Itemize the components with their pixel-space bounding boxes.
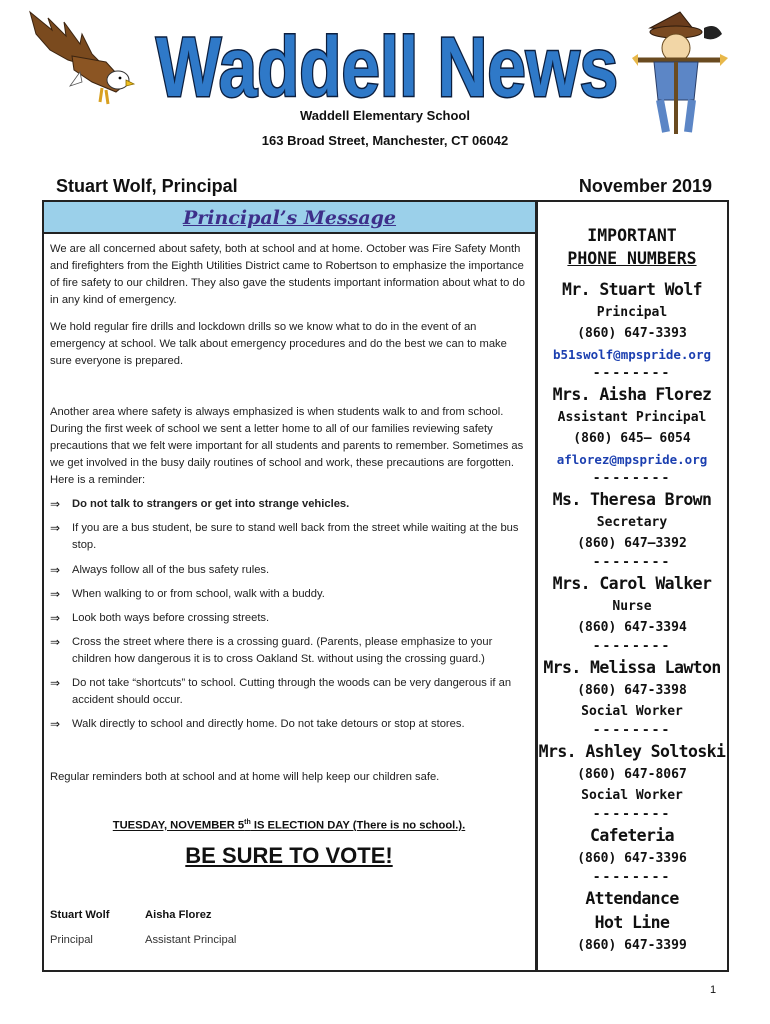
contact-role-wolf: Principal <box>596 305 668 320</box>
principal-line: Stuart Wolf, Principal <box>56 176 238 196</box>
contact-name-wolf: Mr. Stuart Wolf <box>561 280 702 299</box>
signature-name-assistant: Aisha Florez <box>145 909 212 921</box>
contact-phone-cafeteria: (860) 647-3396 <box>577 851 687 866</box>
message-paragraph-3: Another area where safety is always emphasized is when students walk to and from school. During the first week of school we sent a letter home to all of our families reviewing safety precautions that we felt were important for all students and parents to remember. Sometimes as we get involved in the busy daily routines of school and work, these precautions are forgotten. Here is a reminder: <box>50 406 524 486</box>
list-item <box>50 520 528 554</box>
contact-role-walker: Nurse <box>612 599 652 614</box>
separator: -------- <box>592 639 672 654</box>
issue-date: November 2019 <box>578 176 712 196</box>
contact-phone-walker: (860) 647-3394 <box>577 620 687 635</box>
bullet-arrow-icon: ⇒ <box>50 611 61 625</box>
list-item-text: Cross the street where there is a crossing guard. (Parents, please emphasize to your children how dangerous it is to cross Oakland St. without using the crossing guard.) <box>72 636 493 665</box>
election-notice <box>50 819 528 832</box>
list-item-text: Do not talk to strangers or get into strange vehicles. <box>72 498 350 510</box>
contact-phone-lawton: (860) 647-3398 <box>577 683 687 698</box>
list-item <box>50 586 528 603</box>
separator: -------- <box>592 723 672 738</box>
separator: -------- <box>592 807 672 822</box>
election-notice-suffix: th <box>244 819 251 826</box>
contact-name-attendance: Attendance <box>585 889 679 908</box>
contact-phone-florez: (860) 645– 6054 <box>573 431 691 446</box>
principals-message-banner <box>44 202 535 234</box>
message-paragraph-1: We are all concerned about safety, both at school and at home. October was Fire Safety Month and firefighters from the Eighth Utilities District came to Robertson to emphasize the importance of fire safety to our children. They also gave the students important information about what to do in any kind of emergency. <box>50 243 525 306</box>
bullet-arrow-icon: ⇒ <box>50 497 61 511</box>
signature-title-principal: Principal <box>50 934 93 946</box>
bullet-arrow-icon: ⇒ <box>50 676 61 690</box>
school-name: Waddell Elementary School <box>299 108 470 123</box>
separator: -------- <box>592 555 672 570</box>
phone-heading-line-2: PHONE NUMBERS <box>567 249 697 268</box>
contact-name-cafeteria: Cafeteria <box>589 826 674 845</box>
separator: -------- <box>592 870 672 885</box>
election-notice-date: TUESDAY, NOVEMBER 5 <box>112 819 245 832</box>
contact-phone-soltoski: (860) 647-8067 <box>577 767 687 782</box>
contact-email-wolf[interactable]: b51swolf@mpspride.org <box>552 347 712 362</box>
contact-phone-wolf: (860) 647-3393 <box>577 326 687 341</box>
list-item-text: Always follow all of the bus safety rules. <box>72 564 270 576</box>
eagle-logo-icon <box>22 10 142 110</box>
bullet-arrow-icon: ⇒ <box>50 635 61 649</box>
list-item <box>50 675 528 709</box>
principals-message-heading: Principal’s Message <box>182 207 397 229</box>
masthead-title <box>150 22 625 112</box>
safety-reminder-list <box>50 496 528 740</box>
school-address: 163 Broad Street, Manchester, CT 06042 <box>261 133 509 148</box>
list-item <box>50 562 528 579</box>
contact-phone-brown: (860) 647—3392 <box>577 536 687 551</box>
signature-title-assistant: Assistant Principal <box>145 934 237 946</box>
contact-email-florez[interactable]: aflorez@mpspride.org <box>556 452 708 467</box>
election-notice-text: IS ELECTION DAY (There is no school.). <box>250 819 466 832</box>
contact-phone-attendance: (860) 647-3399 <box>577 938 687 953</box>
page-number: 1 <box>710 984 717 996</box>
bullet-arrow-icon: ⇒ <box>50 521 61 535</box>
contact-name-hotline: Hot Line <box>594 913 670 932</box>
closing-sentence: Regular reminders both at school and at home will help keep our children safe. <box>50 771 440 783</box>
bullet-arrow-icon: ⇒ <box>50 717 61 731</box>
list-item <box>50 716 528 733</box>
contact-name-brown: Ms. Theresa Brown <box>552 490 712 509</box>
list-item-text: When walking to or from school, walk with a buddy. <box>72 588 325 600</box>
contact-name-soltoski: Mrs. Ashley Soltoski <box>538 742 726 761</box>
list-item <box>50 610 528 627</box>
contact-role-lawton: Social Worker <box>581 704 683 719</box>
list-item <box>50 634 528 668</box>
vote-reminder: BE SURE TO VOTE! <box>185 843 393 868</box>
separator: -------- <box>592 471 672 486</box>
list-item-text: Walk directly to school and directly home. Do not take detours or stop at stores. <box>72 718 465 730</box>
contact-role-florez: Assistant Principal <box>557 410 707 425</box>
contact-role-brown: Secretary <box>596 515 668 530</box>
phone-heading-line-1: IMPORTANT <box>587 226 677 245</box>
signature-name-principal: Stuart Wolf <box>50 909 110 921</box>
masthead-title-text: Waddell News <box>156 22 618 112</box>
list-item-text: Look both ways before crossing streets. <box>72 612 270 624</box>
separator: -------- <box>592 366 672 381</box>
list-item-text: If you are a bus student, be sure to stand well back from the street while waiting at the bus stop. <box>72 522 519 551</box>
list-item <box>50 496 528 513</box>
message-paragraph-2: We hold regular fire drills and lockdown drills so we know what to do in the event of an emergency at school. We talk about emergency procedures and do the best we can to make sure everyone is prepared. <box>50 321 507 367</box>
contact-name-florez: Mrs. Aisha Florez <box>552 385 712 404</box>
contact-role-soltoski: Social Worker <box>581 788 683 803</box>
phone-numbers-sidebar <box>538 224 726 956</box>
bullet-arrow-icon: ⇒ <box>50 587 61 601</box>
contact-name-walker: Mrs. Carol Walker <box>552 574 712 593</box>
bullet-arrow-icon: ⇒ <box>50 563 61 577</box>
list-item-text: Do not take “shortcuts” to school. Cutting through the woods can be very dangerous if an accident should occur. <box>72 677 512 706</box>
contact-name-lawton: Mrs. Melissa Lawton <box>543 658 721 677</box>
